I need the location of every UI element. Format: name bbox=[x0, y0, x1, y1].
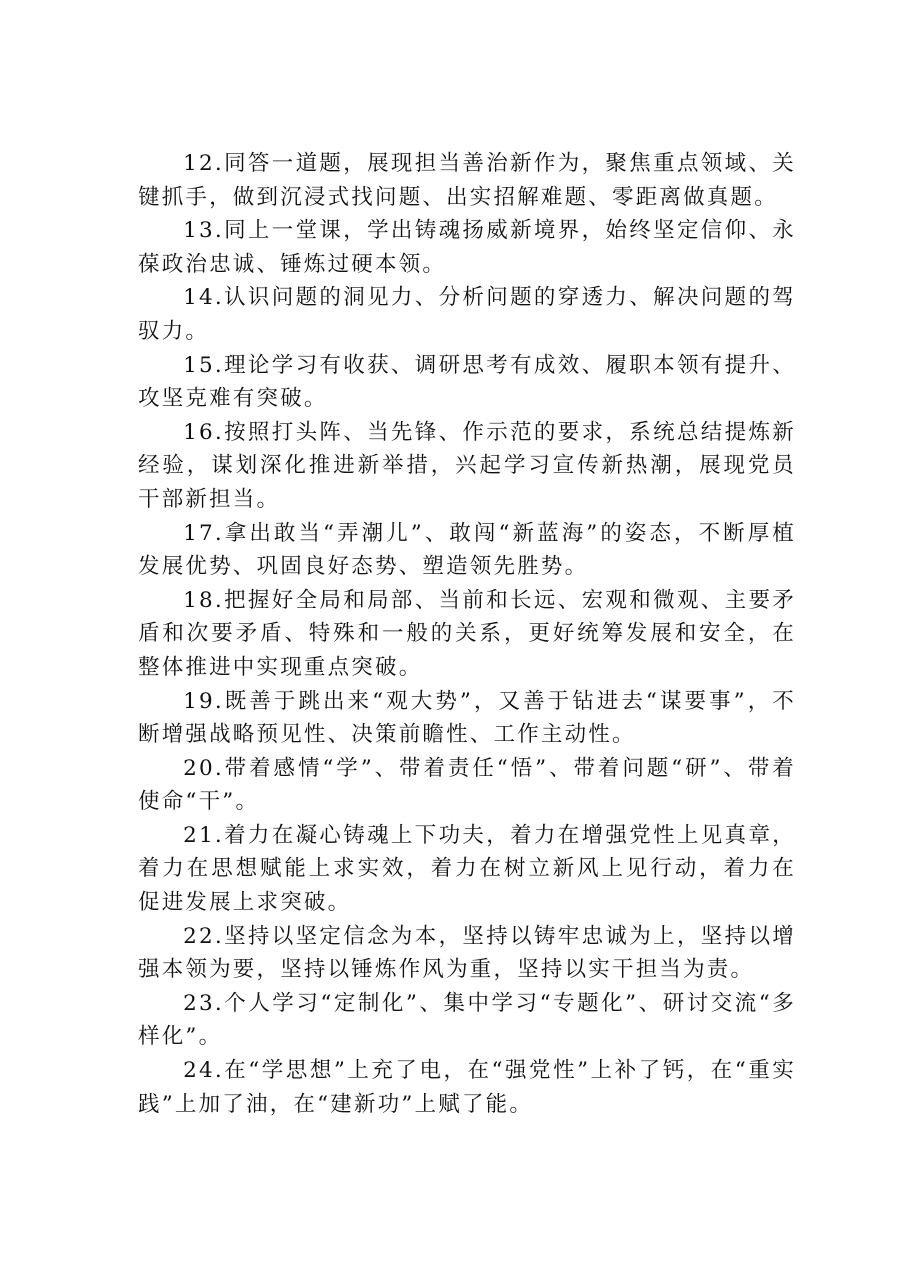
paragraph-12: 12.同答一道题，展现担当善治新作为，聚焦重点领域、关键抓手，做到沉浸式找问题、出实招解难题、零距离做真题。 bbox=[138, 151, 796, 210]
paragraph-19: 19.既善于跳出来“观大势”，又善于钻进去“谋要事”，不断增强战略预见性、决策前瞻性、工作主动性。 bbox=[138, 688, 796, 748]
paragraph-17: 17.拿出敢当“弄潮儿”、敢闯“新蓝海”的姿态，不断厚植发展优势、巩固良好态势、塑造领先胜势。 bbox=[138, 520, 796, 580]
paragraph-20: 20.带着感情“学”、带着责任“悟”、带着问题“研”、带着使命“干”。 bbox=[138, 755, 796, 815]
paragraph-23: 23.个人学习“定制化”、集中学习“专题化”、研讨交流“多样化”。 bbox=[138, 990, 796, 1050]
paragraph-21: 21.着力在凝心铸魂上下功夫，着力在增强党性上见真章，着力在思想赋能上求实效，着力在树立新风上见行动，着力在促进发展上求突破。 bbox=[138, 822, 796, 916]
paragraph-18: 18.把握好全局和局部、当前和长远、宏观和微观、主要矛盾和次要矛盾、特殊和一般的关系，更好统筹发展和安全，在整体推进中实现重点突破。 bbox=[138, 587, 796, 680]
paragraph-13: 13.同上一堂课，学出铸魂扬威新境界，始终坚定信仰、永葆政治忠诚、锤炼过硬本领。 bbox=[138, 218, 796, 277]
paragraph-22: 22.坚持以坚定信念为本，坚持以铸牢忠诚为上，坚持以增强本领为要，坚持以锤炼作风为重，坚持以实干担当为责。 bbox=[138, 923, 796, 983]
paragraph-15: 15.理论学习有收获、调研思考有成效、履职本领有提升、攻坚克难有突破。 bbox=[138, 352, 796, 412]
paragraph-14: 14.认识问题的洞见力、分析问题的穿透力、解决问题的驾驭力。 bbox=[138, 285, 796, 344]
paragraph-16: 16.按照打头阵、当先锋、作示范的要求，系统总结提炼新经验，谋划深化推进新举措，兴起学习宣传新热潮，展现党员干部新担当。 bbox=[138, 419, 796, 512]
document-body bbox=[138, 147, 796, 1121]
paragraph-24: 24.在“学思想”上充了电，在“强党性”上补了钙，在“重实践”上加了油，在“建新功”上赋了能。 bbox=[138, 1058, 796, 1117]
